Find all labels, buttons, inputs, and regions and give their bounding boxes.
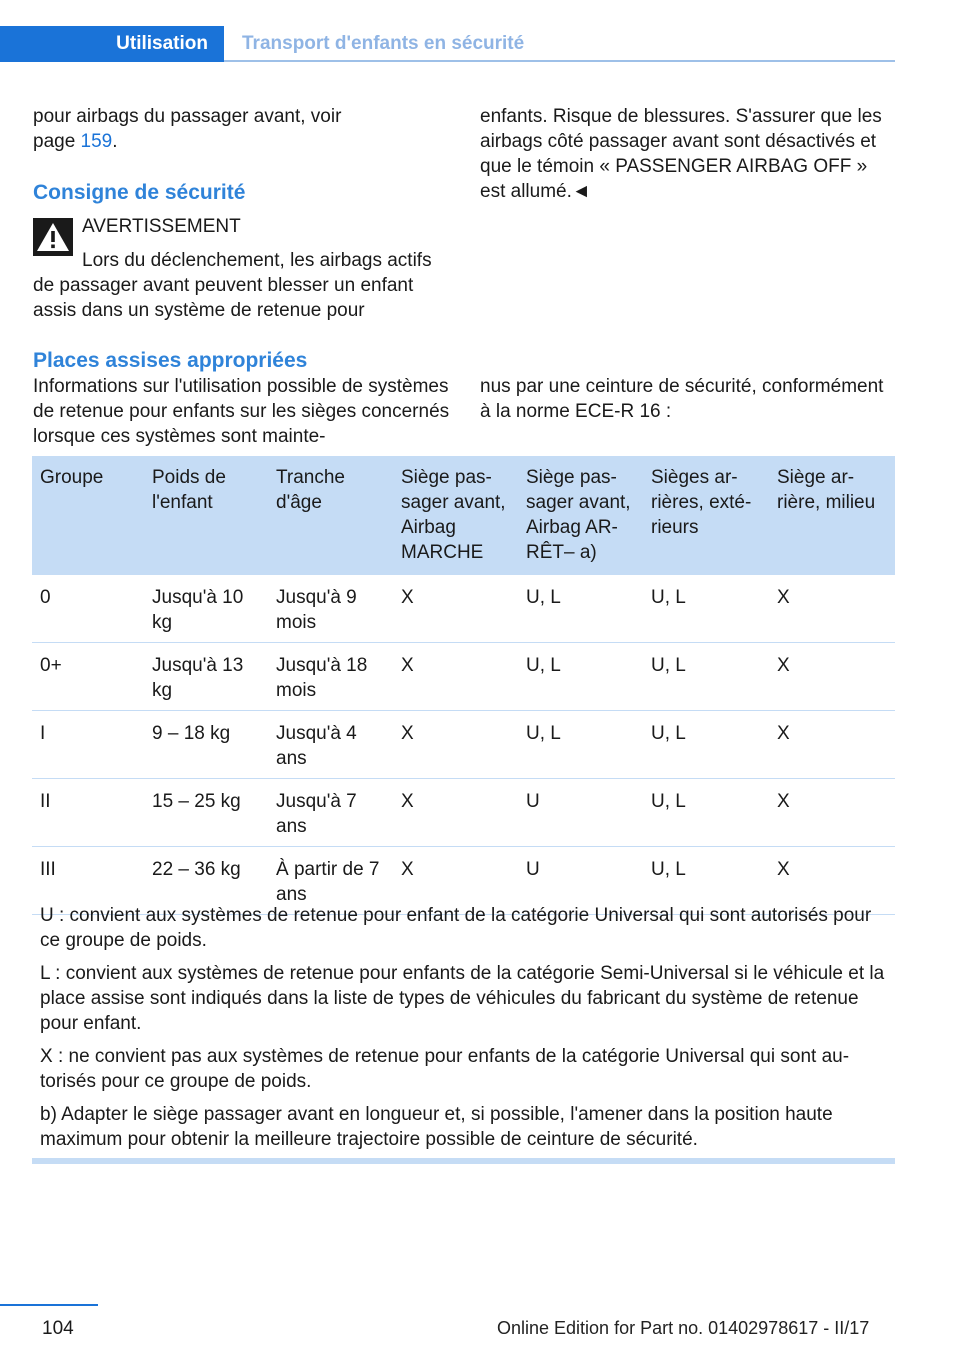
page-number: 104 [42,1318,74,1339]
note-x: X : ne convient pas aux systèmes de retenue pour enfants de la catégorie Universal qui sont autorisés pour ce groupe de poids. [40,1046,850,1092]
table-cell: I [32,711,144,779]
table-cell: U [518,847,643,915]
table-cell: X [393,711,518,779]
header-divider [224,60,895,62]
table-bottom-bar [32,1158,895,1164]
tab-utilisation-label: Utilisation [116,33,208,54]
table-cell: 22 – 36 kg [144,847,268,915]
table-header-row [32,456,895,575]
warning-text: Lors du déclenchement, les airbags actifs de passager avant peuvent blesser un enfant assis dans un système de retenue pour [33,250,432,321]
table-cell: X [769,779,895,847]
header-rear-outer: Sièges arrières, extérieurs [643,456,769,575]
table-cell: III [32,847,144,915]
table-cell: U, L [643,847,769,915]
safety-heading: Consigne de sécurité [33,181,246,204]
table-cell: U [518,779,643,847]
tab-utilisation[interactable] [0,26,224,62]
header-groupe: Groupe [32,456,144,575]
table-cell: X [769,575,895,643]
header-rear-middle: Siège arrière, milieu [769,456,895,575]
note-b: b) Adapter le siège passager avant en longueur et, si possible, l'amener dans la position haute maximum pour obtenir la meilleure trajectoire possible de ceinture de sécurité. [40,1104,833,1150]
warning-continuation: enfants. Risque de blessures. S'assurer que les airbags côté passager avant sont désactivés et que le témoin « PASSENGER AIRBAG OFF » est allumé.◄ [480,106,882,202]
table-cell: Jusqu'à 18 mois [268,643,393,711]
seat-suitability-table [32,456,895,915]
places-text-right: nus par une ceinture de sécurité, conformément à la norme ECE-R 16 : [480,376,884,422]
table-cell: X [769,643,895,711]
table-cell: X [769,847,895,915]
header-poids: Poids de l'enfant [144,456,268,575]
table-cell: 0+ [32,643,144,711]
table-cell: Jusqu'à 4 ans [268,711,393,779]
table-cell: U, L [643,711,769,779]
table-cell: X [393,779,518,847]
table-row [32,779,895,847]
table-cell: Jusqu'à 9 mois [268,575,393,643]
note-l: L : convient aux systèmes de retenue pour enfants de la catégorie Semi-Universal si le véhicule et la place assise sont indiqués dans la liste de types de véhicules du fabricant du système de retenue pour enfant. [40,963,885,1034]
table-cell: U, L [643,643,769,711]
edition-text: Online Edition for Part no. 01402978617 - II/17 [497,1318,870,1338]
table-cell: U, L [518,711,643,779]
intro-paragraph [33,104,453,154]
table-cell: X [393,575,518,643]
places-heading: Places assises appropriées [33,349,308,372]
table-cell: Jusqu'à 7 ans [268,779,393,847]
table-cell: X [393,643,518,711]
table-cell: Jusqu'à 10 kg [144,575,268,643]
header-airbag-on: Siège passager avant, Airbag MARCHE [393,456,518,575]
page-prefix: page [33,131,81,152]
table-cell: U, L [643,575,769,643]
warning-title: AVERTISSEMENT [82,216,241,237]
table-notes [32,896,895,1160]
table-cell: U, L [643,779,769,847]
header-airbag-off: Siège passager avant, Airbag ARRÊT– a) [518,456,643,575]
table-cell: À partir de 7 ans [268,847,393,915]
table-row [32,643,895,711]
page-suffix: . [112,131,118,152]
footer-divider [0,1304,98,1306]
table-row [32,711,895,779]
places-text-left: Informations sur l'utilisation possible de systèmes de retenue pour enfants sur les sièges concernés lorsque ces systèmes sont mainte- [33,376,450,447]
intro-page-ref [33,129,453,154]
page-link[interactable]: 159 [80,131,113,152]
table-cell: 0 [32,575,144,643]
table-cell: U, L [518,575,643,643]
table-cell: II [32,779,144,847]
table-cell: Jusqu'à 13 kg [144,643,268,711]
note-u: U : convient aux systèmes de retenue pour enfant de la catégorie Universal qui sont autorisés pour ce groupe de poids. [40,905,872,951]
table-cell: X [393,847,518,915]
intro-text: pour airbags du passager avant, voir [33,106,342,127]
table-cell: U, L [518,643,643,711]
table-cell: X [769,711,895,779]
table-row [32,575,895,643]
table-cell: 9 – 18 kg [144,711,268,779]
section-title: Transport d'enfants en sécurité [242,33,525,54]
table-cell: 15 – 25 kg [144,779,268,847]
header-tranche: Tranche d'âge [268,456,393,575]
